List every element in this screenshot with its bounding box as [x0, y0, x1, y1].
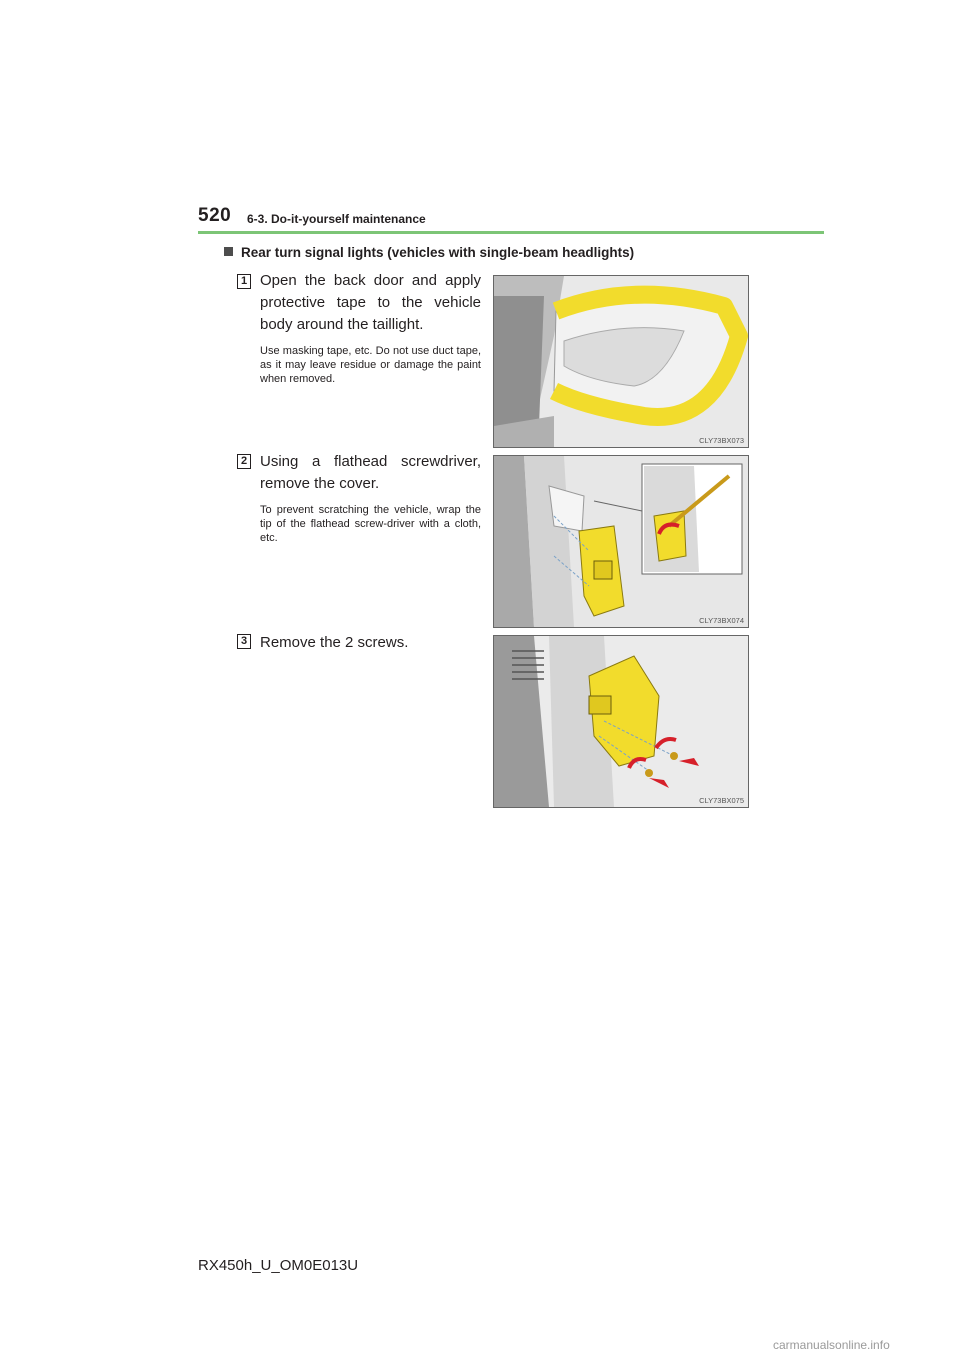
subheading: [224, 245, 634, 260]
illustration-code: CLY73BX075: [699, 796, 744, 805]
square-bullet-icon: [224, 247, 233, 256]
page-number: 520: [198, 205, 232, 226]
taillight-tape-image: [494, 276, 748, 447]
cover-removal-image: [494, 456, 748, 627]
step-2-badge: 2: [237, 454, 251, 469]
step-2-illustration: [493, 455, 749, 628]
header-rule: [198, 231, 824, 234]
step-3-badge: 3: [237, 634, 251, 649]
step-1-illustration: [493, 275, 749, 448]
subheading-text: Rear turn signal lights (vehicles with single-beam headlights): [241, 245, 635, 260]
illustration-code: CLY73BX074: [699, 616, 744, 625]
step-3-illustration: [493, 635, 749, 808]
step-3-text: Remove the 2 screws.: [260, 634, 409, 651]
footer-code: RX450h_U_OM0E013U: [198, 1257, 359, 1274]
step-1-badge: 1: [237, 274, 251, 289]
watermark[interactable]: carmanualsonline.info: [773, 1338, 890, 1352]
step-2-text: Using a flathead screwdriver, remove the cover.: [260, 453, 481, 492]
screw-removal-image: [494, 636, 748, 807]
section-title: 6-3. Do-it-yourself maintenance: [247, 212, 426, 226]
illustration-code: CLY73BX073: [699, 436, 744, 445]
step-1-note: Use masking tape, etc. Do not use duct tape, as it may leave residue or damage the paint when removed.: [260, 345, 481, 385]
step-2-note: To prevent scratching the vehicle, wrap the tip of the flathead screw-driver with a cloth, etc.: [260, 504, 481, 544]
step-1-text: Open the back door and apply protective tape to the vehicle body around the taillight.: [260, 272, 481, 333]
